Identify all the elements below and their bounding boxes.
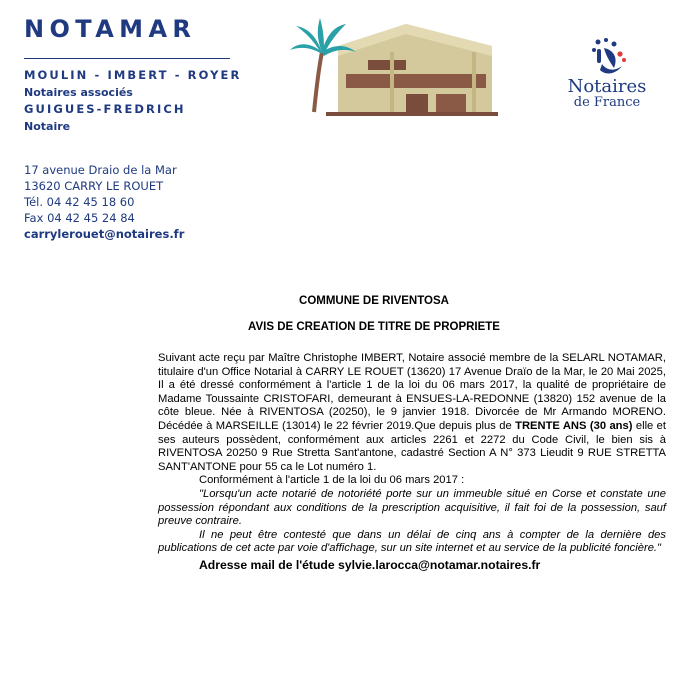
firm-header (24, 14, 242, 135)
header-divider (24, 58, 230, 59)
partners-names: MOULIN - IMBERT - ROYER (24, 68, 242, 82)
law-reference: Conformément à l'article 1 de la loi du 06 mars 2017 : (199, 474, 465, 487)
notary-name: GUIGUES-FREDRICH (24, 102, 186, 116)
address-fax: Fax 04 42 45 24 84 (24, 211, 135, 225)
address-phone: Tél. 04 42 45 18 60 (24, 195, 135, 209)
law-quote-2 (158, 529, 666, 556)
paragraph-text-end: elle et ses auteurs possèdent, conformément aux articles 2261 et 2272 du Code Civil, le bien sis à RIVENTOSA 20250 9 Rue Stretta Sant'antone, cadastré Section A N° 373 Lieudit 9 RUE STRETTA SANT'ANTONE pour 55 ca le Lot numéro 1. (158, 419, 667, 473)
logo-line-notaires: Notaires (567, 76, 647, 97)
notaires-de-france-logo (552, 36, 662, 126)
logo-line-de-france: de France (573, 95, 641, 110)
address-email-link[interactable]: carrylerouet@notaires.fr (24, 227, 185, 241)
address-city: 13620 CARRY LE ROUET (24, 179, 164, 193)
paragraph-duration-bold: TRENTE ANS (30 ans) (515, 419, 633, 432)
law-quote-1 (158, 488, 666, 529)
marianne-icon (584, 36, 630, 76)
notary-role: Notaire (24, 120, 71, 133)
partners-role: Notaires associés (24, 86, 133, 99)
firm-name: NOTAMAR (24, 15, 197, 43)
contact-email-line[interactable]: Adresse mail de l'étude sylvie.larocca@notamar.notaires.fr (199, 557, 541, 572)
notice-paragraph (158, 352, 666, 474)
notice-body (158, 352, 666, 573)
commune-heading: COMMUNE DE RIVENTOSA (299, 295, 449, 307)
notice-title: AVIS DE CREATION DE TITRE DE PROPRIETE (248, 321, 500, 333)
law-quote-2-text: Il ne peut être contesté que dans un délai de cinq ans à compter de la dernière des publications de cet acte par voie d'affichage, sur un site internet et au service de la publicité foncière." (158, 528, 666, 555)
paragraph-text-start: Suivant acte reçu par Maître Christophe IMBERT, Notaire associé membre de la SELARL NOTAMAR, titulaire d'un Office Notarial à CARRY LE ROUET (13620) 17 Avenue Draïo de la Mar, le 20 Mai 2025, Il a été dressé conformément à l'article 1 de la loi du 06 mars 2017, la qualité de propriétaire de Madame Toussainte CRISTOFARI, demeurant à ENSUES-LA-REDONNE (13820) 152 avenue de la côte bleue. Née à RIVENTOSA (20250), le 9 janvier 1918. Divorcée de Mr Armando MORENO. Décédée à MARSEILLE (13014) le 22 février 2019.Que depuis plus de (158, 352, 666, 432)
office-address (24, 162, 184, 242)
law-quote-1-text: "Lorsqu'un acte notarié de notoriété porte sur un immeuble situé en Corse et constate une possession répondant aux conditions de la prescription acquisitive, il fait foi de la possession, sauf preuve contraire. (158, 487, 666, 528)
address-street: 17 avenue Draio de la Mar (24, 163, 177, 177)
office-building-logo (286, 12, 510, 128)
